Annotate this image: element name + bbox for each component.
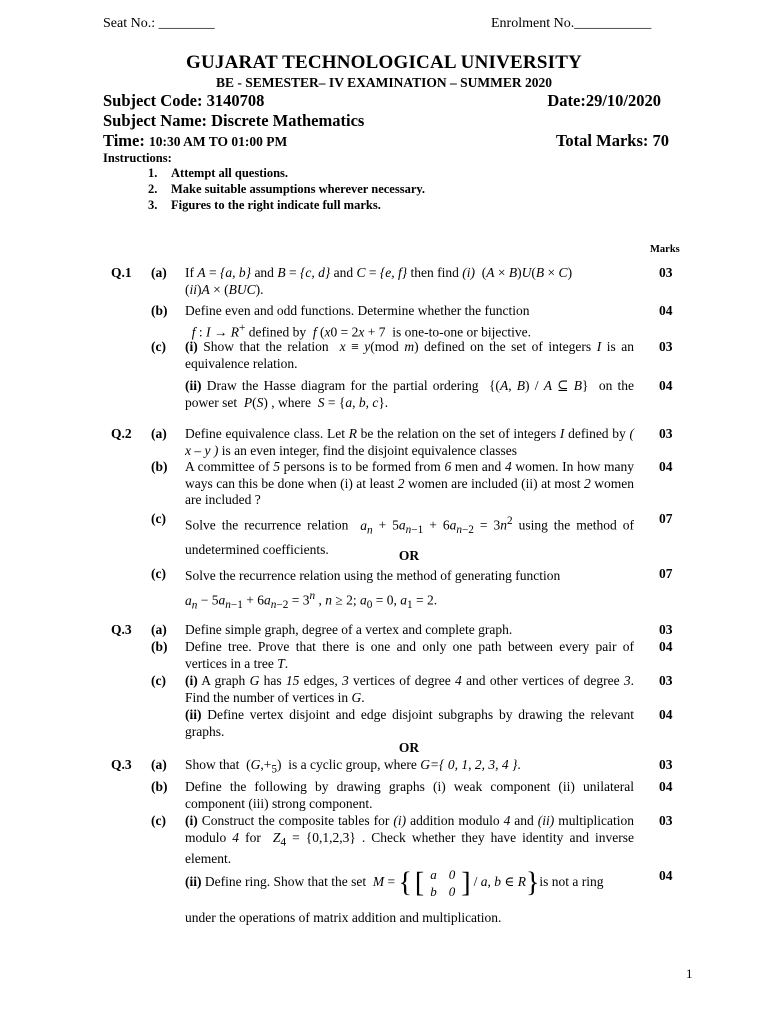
marks-heading: Marks [650,244,680,255]
question-text: (i) A graph G has 15 edges, 3 vertices of degree 4 and other vertices of degree 3. Find the number of vertices in G. [185,673,634,705]
university-name: GUJARAT TECHNOLOGICAL UNIVERSITY [186,52,582,73]
part-label: (c) [151,339,166,354]
question-text: Solve the recurrence relation using the method of generating function $a_n - 5a_{n-1} + 6a_{n-2} = 3^n$ , n ≥ 2; $a_0 = 0$, $a_1 = 2$. [185,568,561,612]
question-text: (ii) Draw the Hasse diagram for the partial ordering {(A, B) / A ⊆ B} on the power set P(S) , where S = {a, b, c}. [185,378,635,410]
question-number: Q.3 [111,757,132,772]
question-text: Show that $(G,+_5)$ is a cyclic group, where G={ 0, 1, 2, 3, 4 }. [185,757,521,776]
marks-value: 04 [659,779,673,794]
question-number: Q.3 [111,622,132,637]
instruction-item: 1. Attempt all questions. [148,166,289,180]
total-marks: Total Marks: 70 [555,131,669,150]
part-label: (c) [151,566,166,581]
marks-value: 04 [659,378,673,393]
question-text: If A = {a, b} and B = {c, d} and C = {e, f} then find (i) (A × B)U(B × C) (ii)A × (BUC). [185,265,573,297]
or-separator: OR [398,740,420,755]
enrolment-number: Enrolment No.___________ [491,16,652,31]
marks-value: 04 [659,868,673,883]
part-label: (a) [151,622,167,637]
exam-date: Date:29/10/2020 [547,91,661,110]
subject-code-line [103,91,661,111]
question-text: Define equivalence class. Let R be the relation on the set of integers I defined by ( x – y ) is an even integer, find the disjoint equivalence classes [185,426,635,458]
marks-value: 04 [659,303,673,318]
marks-value: 03 [659,813,673,828]
marks-value: 03 [659,265,673,280]
marks-value: 03 [659,622,673,637]
marks-value: 04 [659,459,673,474]
question-text: Define the following by drawing graphs (i) weak component (ii) unilateral component (iii) strong component. [185,779,634,811]
marks-value: 03 [659,426,673,441]
instructions-heading: Instructions: [103,151,172,165]
instruction-item: 3. Figures to the right indicate full marks. [148,198,381,212]
question-text: Solve the recurrence relation $a_n + 5a_{n-1} + 6a_{n-2} = 3n^2$ using the method of undetermined coefficients. [185,515,634,558]
time-value: 10:30 AM TO 01:00 PM [148,134,288,149]
part-label: (a) [151,426,167,441]
instruction-item: 2. Make suitable assumptions wherever necessary. [148,182,426,196]
time-label: Time: [103,131,145,150]
subject-code: Subject Code: 3140708 [103,91,265,110]
question-text: (ii) Define vertex disjoint and edge disjoint subgraphs by drawing the relevant graphs. [185,707,634,739]
page-number: 1 [686,966,693,981]
question-text: (i) Construct the composite tables for (i) addition modulo 4 and (ii) multiplication modulo 4 for $Z_4 = \{0,1,2,3\}$ . Check whether they have identity and inverse element. [185,813,635,866]
part-label: (b) [151,639,168,654]
subject-name: Subject Name: Discrete Mathematics [103,111,365,130]
part-label: (c) [151,673,166,688]
part-label: (a) [151,265,167,280]
exam-title: BE - SEMESTER– IV EXAMINATION – SUMMER 2020 [216,75,552,90]
seat-number: Seat No.: ________ [103,16,215,31]
or-separator: OR [398,548,420,563]
marks-value: 07 [659,511,673,526]
question-number: Q.1 [111,265,132,280]
marks-value: 04 [659,707,673,722]
marks-value: 03 [659,673,673,688]
question-text: Define simple graph, degree of a vertex and complete graph. [185,622,513,637]
part-label: (b) [151,779,168,794]
time-line [103,131,669,151]
question-text: A committee of 5 persons is to be formed from 6 men and 4 women. In how many ways can this be done when (i) at least 2 women are included (ii) at most 2 women are included ? [185,459,635,507]
question-text: (i) Show that the relation x ≡ y(mod m) defined on the set of integers I is an equivalence relation. [185,339,634,371]
marks-value: 03 [659,757,673,772]
part-label: (c) [151,813,166,828]
question-number: Q.2 [111,426,132,441]
marks-value: 04 [659,639,673,654]
question-text: Define even and odd functions. Determine whether the function f : I → R+ defined by f (x0 = 2x + 7 is one-to-one or bijective. [185,303,531,339]
question-text: (ii) Define ring. Show that the set M = { [ a 0 b 0 ] / a, b ∈ R}is not a ring under the operations of matrix addition and multiplication. [185,867,604,925]
marks-value: 03 [659,339,673,354]
part-label: (b) [151,303,168,318]
part-label: (b) [151,459,168,474]
question-text: Define tree. Prove that there is one and only one path between every pair of vertices in a tree T. [185,639,634,671]
marks-value: 07 [659,566,673,581]
part-label: (a) [151,757,167,772]
part-label: (c) [151,511,166,526]
matrix-ab0: [ a 0 b 0 ] [414,867,471,899]
